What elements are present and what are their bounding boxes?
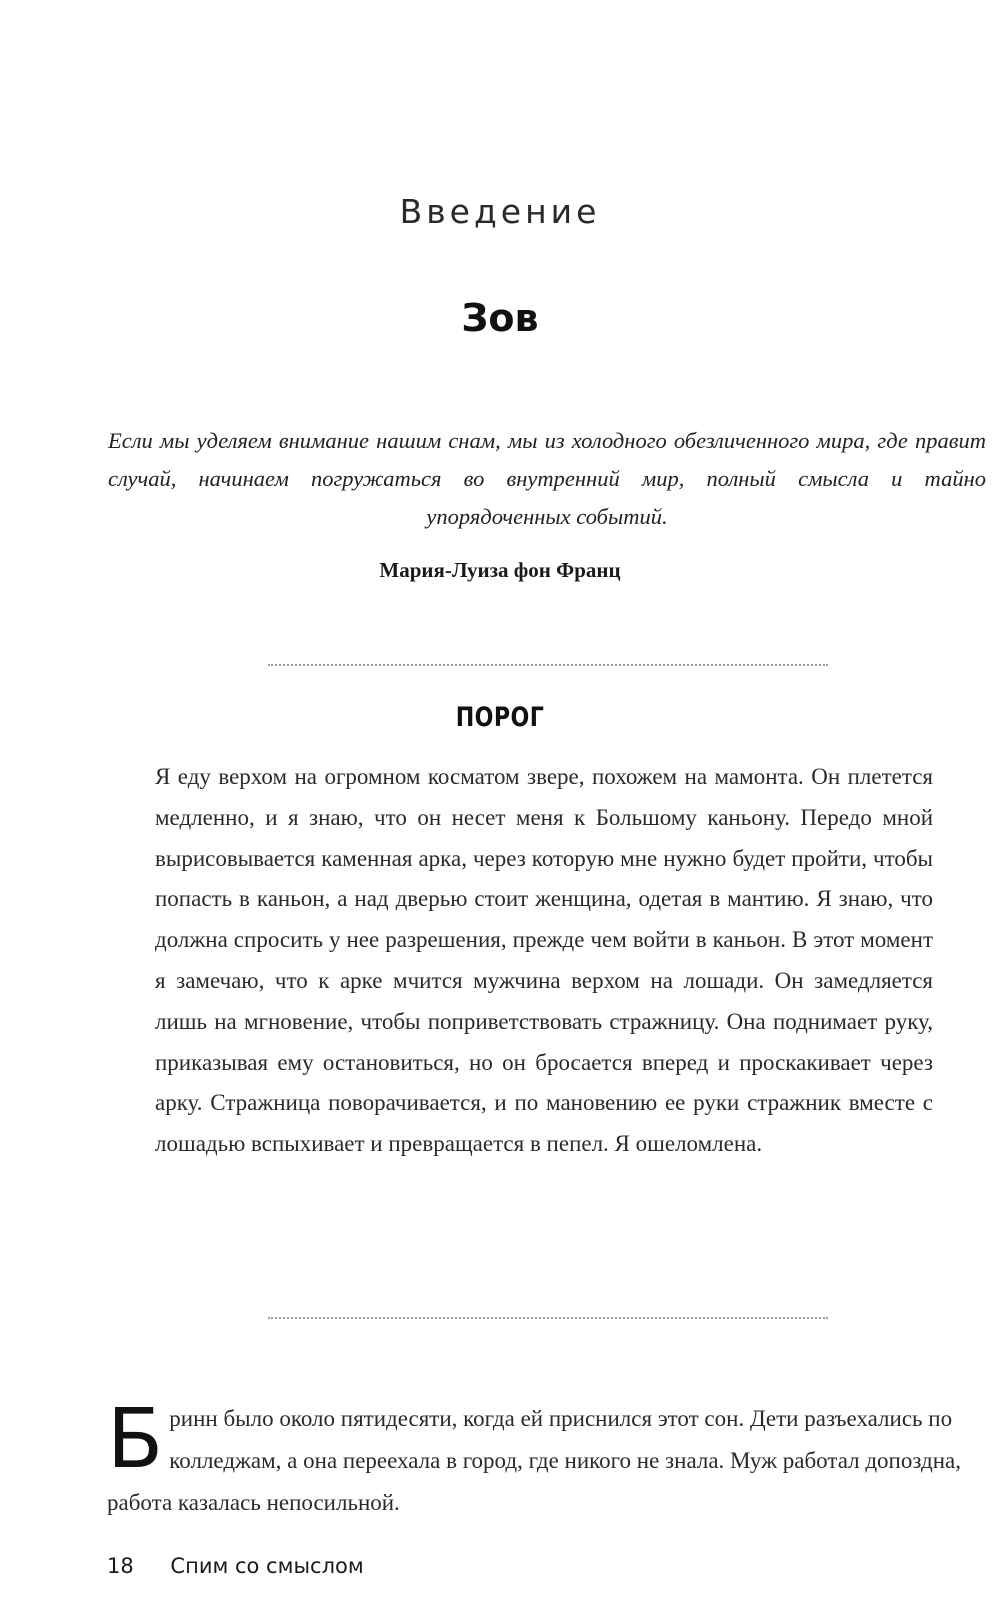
section-label: Введение (399, 192, 601, 231)
running-title: Спим со смыслом (170, 1554, 364, 1578)
dotted-divider-top (268, 664, 828, 666)
page-footer (107, 1554, 364, 1578)
dotted-divider-bottom (268, 1317, 828, 1319)
epigraph-text: Если мы уделяем внимание нашим снам, мы из холодного обезличенного мира, где правит случай, начинаем погружаться во внутренний мир, полный смысла и тайно упорядоченных событий. (108, 428, 986, 529)
dream-heading: ПОРОГ (455, 702, 545, 733)
chapter-title: Зов (461, 296, 539, 340)
dream-text: Я еду верхом на огромном косматом звере, похожем на мамонта. Он плетется медленно, и я знаю, что он несет меня к Большому каньону. Передо мной вырисовывается каменная арка, через которую мне нужно будет пройти, чтобы попасть в каньон, а над дверью стоит женщина, одетая в мантию. Я знаю, что должна спросить у нее разрешения, прежде чем войти в каньон. В этот момент я замечаю, что к арке мчится мужчина верхом на лошади. Он замедляется лишь на мгновение, чтобы поприветствовать стражницу. Она поднимает руку, приказывая ему остановиться, но он бросается вперед и проскакивает через арку. Стражница поворачивается, и по мановению ее руки стражник вместе с лошадью вспыхивает и превращается в пепел. Я ошеломлена. (155, 764, 933, 1157)
epigraph-author: Мария-Луиза фон Франц (379, 558, 621, 582)
page-number: 18 (107, 1554, 134, 1578)
drop-cap: Б (107, 1392, 164, 1487)
body-paragraph-text: ринн было около пятидесяти, когда ей приснился этот сон. Дети разъехались по колледжам, а она переехала в город, где никого не знала. Муж работал допоздна, работа казалась непосильной. (107, 1406, 961, 1515)
body-paragraph (107, 1392, 987, 1524)
